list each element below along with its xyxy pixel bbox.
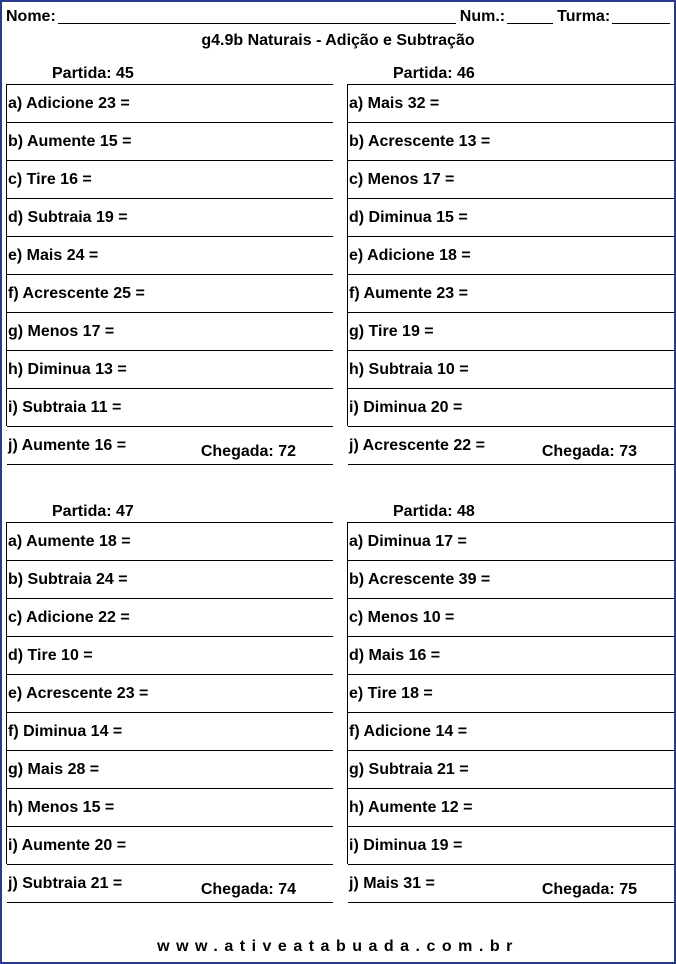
end-number: 75 — [619, 881, 637, 898]
exercise-item: h) Aumente 12 = — [348, 789, 674, 827]
exercise-item: j) Subtraia 21 = — [7, 865, 333, 903]
start-value — [393, 503, 475, 521]
end-value — [542, 881, 637, 899]
exercise-item: j) Acrescente 22 = — [348, 427, 674, 465]
exercise-item: f) Diminua 14 = — [7, 713, 333, 751]
exercise-item: b) Acrescente 13 = — [348, 123, 674, 161]
exercise-item: e) Acrescente 23 = — [7, 675, 333, 713]
exercise-item: j) Aumente 16 = — [7, 427, 333, 465]
start-value — [52, 503, 134, 521]
exercise-item: h) Subtraia 10 = — [348, 351, 674, 389]
exercise-item: g) Menos 17 = — [7, 313, 333, 351]
end-value — [201, 881, 296, 899]
exercise-item: c) Adicione 22 = — [7, 599, 333, 637]
start-number: 48 — [457, 503, 475, 520]
start-label: Partida: — [393, 65, 453, 82]
exercise-item: c) Tire 16 = — [7, 161, 333, 199]
name-field-line — [58, 8, 456, 24]
exercise-item: g) Tire 19 = — [348, 313, 674, 351]
exercise-item: i) Subtraia 11 = — [7, 389, 333, 427]
exercise-item: f) Aumente 23 = — [348, 275, 674, 313]
start-label: Partida: — [52, 503, 112, 520]
start-number: 47 — [116, 503, 134, 520]
exercise-item: f) Acrescente 25 = — [7, 275, 333, 313]
exercise-item: d) Tire 10 = — [7, 637, 333, 675]
end-number: 73 — [619, 443, 637, 460]
number-field-line — [507, 8, 553, 24]
exercise-item: a) Mais 32 = — [348, 84, 674, 123]
end-value — [201, 443, 296, 461]
exercise-item: c) Menos 10 = — [348, 599, 674, 637]
name-label: Nome: — [6, 8, 56, 25]
number-label: Num.: — [459, 8, 506, 25]
end-label: Chegada: — [200, 881, 274, 898]
exercise-item: b) Aumente 15 = — [7, 123, 333, 161]
end-number: 72 — [278, 443, 296, 460]
site-footer: www.ativeatabuada.com.br — [157, 938, 519, 955]
exercise-item: d) Mais 16 = — [348, 637, 674, 675]
exercise-item: i) Aumente 20 = — [7, 827, 333, 865]
end-value — [542, 443, 637, 461]
exercise-item: b) Acrescente 39 = — [348, 561, 674, 599]
worksheet-title: g4.9b Naturais - Adição e Subtração — [201, 32, 475, 49]
class-label: Turma: — [557, 8, 611, 25]
end-number: 74 — [278, 881, 296, 898]
exercise-item: a) Aumente 18 = — [7, 522, 333, 561]
start-label: Partida: — [52, 65, 112, 82]
start-value — [52, 65, 134, 83]
start-label: Partida: — [393, 503, 453, 520]
exercise-item: g) Mais 28 = — [7, 751, 333, 789]
exercise-item: g) Subtraia 21 = — [348, 751, 674, 789]
header-fields — [6, 6, 670, 26]
end-label: Chegada: — [541, 443, 615, 460]
exercise-item: h) Menos 15 = — [7, 789, 333, 827]
exercise-item: i) Diminua 19 = — [348, 827, 674, 865]
exercise-item: e) Mais 24 = — [7, 237, 333, 275]
exercise-item: c) Menos 17 = — [348, 161, 674, 199]
end-label: Chegada: — [541, 881, 615, 898]
exercise-item: a) Adicione 23 = — [7, 84, 333, 123]
exercise-item: e) Tire 18 = — [348, 675, 674, 713]
exercise-item: j) Mais 31 = — [348, 865, 674, 903]
start-number: 46 — [457, 65, 475, 82]
exercise-item: e) Adicione 18 = — [348, 237, 674, 275]
exercise-item: b) Subtraia 24 = — [7, 561, 333, 599]
exercise-item: i) Diminua 20 = — [348, 389, 674, 427]
exercise-item: d) Diminua 15 = — [348, 199, 674, 237]
exercise-item: f) Adicione 14 = — [348, 713, 674, 751]
end-label: Chegada: — [200, 443, 274, 460]
exercise-item: d) Subtraia 19 = — [7, 199, 333, 237]
exercise-item: a) Diminua 17 = — [348, 522, 674, 561]
start-number: 45 — [116, 65, 134, 82]
exercise-item: h) Diminua 13 = — [7, 351, 333, 389]
start-value — [393, 65, 475, 83]
class-field-line — [612, 8, 670, 24]
